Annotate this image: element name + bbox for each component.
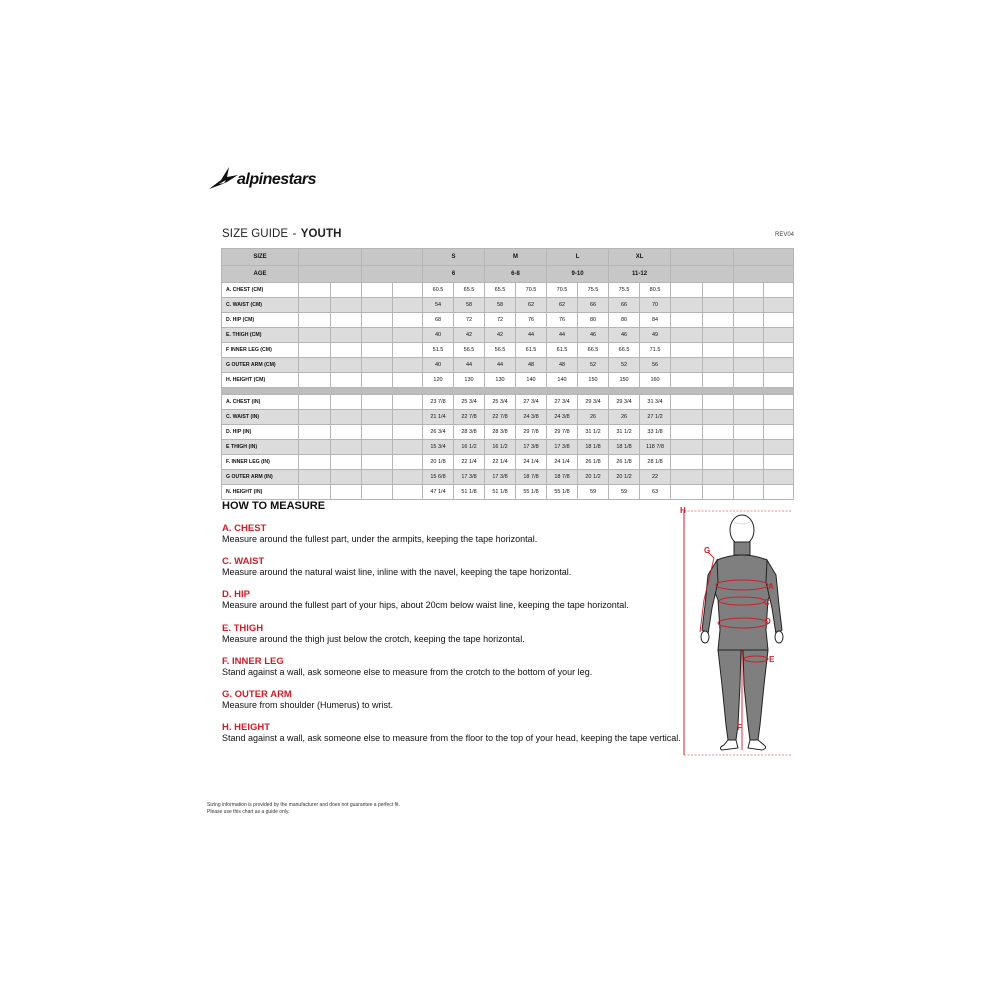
label-f: F	[737, 723, 742, 732]
table-cell: 22 1/4	[485, 455, 516, 470]
measure-item-outer-arm	[222, 689, 393, 711]
table-cell: 60.5	[423, 283, 454, 298]
star-logo-icon	[207, 163, 239, 193]
measure-heading: C. WAIST	[222, 556, 265, 567]
row-label: N. HEIGHT (IN)	[222, 485, 299, 500]
table-cell: 28 3/8	[454, 425, 485, 440]
table-cell: 118 7/8	[640, 440, 671, 455]
measure-text: Measure around the fullest part, under the armpits, keeping the tape horizontal.	[222, 534, 538, 544]
table-cell: 52	[609, 358, 640, 373]
table-body	[222, 283, 794, 500]
table-cell: 22 7/8	[485, 410, 516, 425]
table-cell: 29 7/8	[547, 425, 578, 440]
table-cell: 44	[516, 328, 547, 343]
table-cell: 66	[578, 298, 609, 313]
measure-heading: E. THIGH	[222, 623, 264, 634]
row-label: F INNER LEG (CM)	[222, 343, 299, 358]
table-cell: 24 1/4	[547, 455, 578, 470]
size-header-label: SIZE	[222, 249, 299, 266]
table-cell: 47 1/4	[423, 485, 454, 500]
row-label: E THIGH (IN)	[222, 440, 299, 455]
table-row	[222, 395, 794, 410]
measure-heading: H. HEIGHT	[222, 722, 271, 733]
measure-text: Stand against a wall, ask someone else to measure from the floor to the top of your head, keeping the tape vertical.	[222, 733, 681, 743]
table-cell: 22	[640, 470, 671, 485]
table-cell: 76	[516, 313, 547, 328]
measure-item-inner-leg	[222, 656, 592, 678]
table-cell: 66.5	[609, 343, 640, 358]
row-label: A. CHEST (IN)	[222, 395, 299, 410]
table-cell: 55 1/8	[547, 485, 578, 500]
table-cell: 68	[423, 313, 454, 328]
table-cell: 72	[454, 313, 485, 328]
table-cell: 24 3/8	[547, 410, 578, 425]
row-label: G OUTER ARM (IN)	[222, 470, 299, 485]
size-header-cell: S	[423, 249, 485, 266]
title-prefix: SIZE GUIDE	[222, 228, 289, 240]
measure-item-waist	[222, 556, 571, 578]
table-cell: 17 3/8	[454, 470, 485, 485]
table-cell: 31 1/2	[609, 425, 640, 440]
table-cell: 18 7/8	[516, 470, 547, 485]
table-cell: 46	[578, 328, 609, 343]
table-cell: 72	[485, 313, 516, 328]
size-header-cell: M	[485, 249, 547, 266]
table-row	[222, 470, 794, 485]
footer-line: Sizing information is provided by the manufacturer and does not guarantee a perfect fit.	[207, 802, 400, 808]
table-cell: 31 3/4	[640, 395, 671, 410]
table-cell: 80.5	[640, 283, 671, 298]
table-cell: 29 3/4	[578, 395, 609, 410]
table-cell: 22 7/8	[454, 410, 485, 425]
footer-line: Please use this chart as a guide only.	[207, 809, 290, 815]
table-cell: 56.5	[454, 343, 485, 358]
table-row	[222, 410, 794, 425]
table-cell: 59	[578, 485, 609, 500]
row-label: E. THIGH (CM)	[222, 328, 299, 343]
table-cell: 15 6/8	[423, 470, 454, 485]
table-cell: 61.5	[547, 343, 578, 358]
row-label: D. HIP (IN)	[222, 425, 299, 440]
table-cell: 21 1/4	[423, 410, 454, 425]
measure-text: Measure from shoulder (Humerus) to wrist.	[222, 700, 394, 710]
title-separator: -	[292, 228, 297, 240]
table-cell: 27 3/4	[547, 395, 578, 410]
table-divider	[222, 388, 794, 395]
table-cell: 84	[640, 313, 671, 328]
measure-item-height	[222, 722, 681, 744]
table-cell: 18 7/8	[547, 470, 578, 485]
footer-disclaimer	[207, 802, 400, 816]
table-cell: 24 1/4	[516, 455, 547, 470]
table-cell: 16 1/2	[485, 440, 516, 455]
table-cell: 62	[547, 298, 578, 313]
revision-code: REV04	[774, 232, 794, 238]
table-cell: 33 1/8	[640, 425, 671, 440]
table-cell: 51 1/8	[454, 485, 485, 500]
table-cell: 17 3/8	[516, 440, 547, 455]
measure-item-chest	[222, 523, 537, 545]
measure-heading: G. OUTER ARM	[222, 689, 292, 700]
label-d: D	[765, 617, 771, 626]
title-suffix: YOUTH	[300, 228, 342, 240]
measurement-figure	[672, 500, 797, 762]
table-cell: 58	[485, 298, 516, 313]
table-row	[222, 373, 794, 388]
table-cell: 61.5	[516, 343, 547, 358]
table-cell: 65.5	[485, 283, 516, 298]
table-cell: 24 3/8	[516, 410, 547, 425]
row-label: G OUTER ARM (CM)	[222, 358, 299, 373]
label-e: E	[769, 655, 775, 664]
table-cell: 17 3/8	[547, 440, 578, 455]
table-cell: 25 3/4	[454, 395, 485, 410]
age-header-row	[222, 266, 794, 283]
table-cell: 140	[547, 373, 578, 388]
table-cell: 80	[609, 313, 640, 328]
table-cell: 18 1/8	[609, 440, 640, 455]
table-cell: 26 1/8	[578, 455, 609, 470]
age-header-cell: 9-10	[547, 266, 609, 283]
table-cell: 44	[485, 358, 516, 373]
table-cell: 18 1/8	[578, 440, 609, 455]
table-cell: 44	[454, 358, 485, 373]
table-cell: 66	[609, 298, 640, 313]
table-cell: 76	[547, 313, 578, 328]
row-label: D. HIP (CM)	[222, 313, 299, 328]
table-cell: 23 7/8	[423, 395, 454, 410]
table-cell: 130	[454, 373, 485, 388]
table-cell: 75.5	[578, 283, 609, 298]
body-diagram	[672, 500, 797, 762]
row-label: A. CHEST (CM)	[222, 283, 299, 298]
table-cell: 25 3/4	[485, 395, 516, 410]
table-row	[222, 298, 794, 313]
how-to-measure-title: HOW TO MEASURE	[222, 500, 326, 512]
table-cell: 42	[485, 328, 516, 343]
measure-text: Measure around the natural waist line, inline with the navel, keeping the tape horizontal.	[222, 567, 572, 577]
label-a: A	[768, 582, 774, 591]
table-cell: 51.5	[423, 343, 454, 358]
table-row	[222, 313, 794, 328]
age-header-label: AGE	[222, 266, 299, 283]
measure-heading: A. CHEST	[222, 523, 267, 534]
table-cell: 130	[485, 373, 516, 388]
table-cell: 28 3/8	[485, 425, 516, 440]
page-title	[222, 228, 341, 240]
table-cell: 160	[640, 373, 671, 388]
table-cell: 17 3/8	[485, 470, 516, 485]
table-cell: 150	[609, 373, 640, 388]
table-cell: 75.5	[609, 283, 640, 298]
table-cell: 120	[423, 373, 454, 388]
table-cell: 51 1/8	[485, 485, 516, 500]
table-cell: 62	[516, 298, 547, 313]
table-row	[222, 328, 794, 343]
table-cell: 140	[516, 373, 547, 388]
table-cell: 56.5	[485, 343, 516, 358]
size-header-cell: XL	[609, 249, 671, 266]
table-cell: 70.5	[547, 283, 578, 298]
size-table	[221, 248, 794, 500]
size-header-row	[222, 249, 794, 266]
table-cell: 59	[609, 485, 640, 500]
table-row	[222, 440, 794, 455]
table-cell: 71.5	[640, 343, 671, 358]
table-cell: 26	[578, 410, 609, 425]
table-cell: 56	[640, 358, 671, 373]
table-cell: 27 1/2	[640, 410, 671, 425]
table-cell: 15 3/4	[423, 440, 454, 455]
table-row	[222, 343, 794, 358]
table-cell: 70.5	[516, 283, 547, 298]
table-cell: 48	[547, 358, 578, 373]
table-cell: 150	[578, 373, 609, 388]
measure-item-hip	[222, 589, 629, 611]
measure-text: Measure around the thigh just below the crotch, keeping the tape horizontal.	[222, 634, 525, 644]
table-cell: 20 1/8	[423, 455, 454, 470]
table-cell: 16 1/2	[454, 440, 485, 455]
age-header-cell: 6	[423, 266, 485, 283]
table-row	[222, 485, 794, 500]
table-cell: 28 1/8	[640, 455, 671, 470]
table-row	[222, 283, 794, 298]
table-cell: 40	[423, 358, 454, 373]
measure-text: Measure around the fullest part of your hips, about 20cm below waist line, keeping the tape horizontal.	[222, 600, 629, 610]
table-cell: 26 1/8	[609, 455, 640, 470]
table-cell: 48	[516, 358, 547, 373]
measure-text: Stand against a wall, ask someone else to measure from the crotch to the bottom of your leg.	[222, 667, 593, 677]
table-cell: 22 1/4	[454, 455, 485, 470]
table-cell: 80	[578, 313, 609, 328]
table-cell: 66.5	[578, 343, 609, 358]
table-cell: 20 1/2	[609, 470, 640, 485]
table-cell: 49	[640, 328, 671, 343]
table-row	[222, 425, 794, 440]
measure-item-thigh	[222, 623, 525, 645]
size-header-cell: L	[547, 249, 609, 266]
table-cell: 44	[547, 328, 578, 343]
label-g: G	[704, 546, 711, 555]
table-cell: 70	[640, 298, 671, 313]
row-label: C. WAIST (IN)	[222, 410, 299, 425]
row-label: H. HEIGHT (CM)	[222, 373, 299, 388]
table-cell: 42	[454, 328, 485, 343]
label-h: H	[680, 506, 686, 515]
row-label: F. INNER LEG (IN)	[222, 455, 299, 470]
table-cell: 65.5	[454, 283, 485, 298]
table-row	[222, 358, 794, 373]
table-cell: 26	[609, 410, 640, 425]
label-c: C	[764, 598, 770, 607]
table-cell: 63	[640, 485, 671, 500]
table-cell: 29 3/4	[609, 395, 640, 410]
table-cell: 20 1/2	[578, 470, 609, 485]
table-cell: 52	[578, 358, 609, 373]
table-cell: 46	[609, 328, 640, 343]
table-cell: 58	[454, 298, 485, 313]
brand-wordmark: alpinestars	[237, 171, 316, 188]
table-cell: 29 7/8	[516, 425, 547, 440]
table-row	[222, 455, 794, 470]
table-cell: 31 1/2	[578, 425, 609, 440]
alpinestars-logo	[207, 163, 347, 193]
age-header-cell: 6-8	[485, 266, 547, 283]
table-cell: 26 3/4	[423, 425, 454, 440]
measure-heading: F. INNER LEG	[222, 656, 284, 667]
measure-heading: D. HIP	[222, 589, 250, 600]
table-cell: 27 3/4	[516, 395, 547, 410]
table-cell: 40	[423, 328, 454, 343]
age-header-cell: 11-12	[609, 266, 671, 283]
table-cell: 54	[423, 298, 454, 313]
table-cell: 55 1/8	[516, 485, 547, 500]
row-label: C. WAIST (CM)	[222, 298, 299, 313]
